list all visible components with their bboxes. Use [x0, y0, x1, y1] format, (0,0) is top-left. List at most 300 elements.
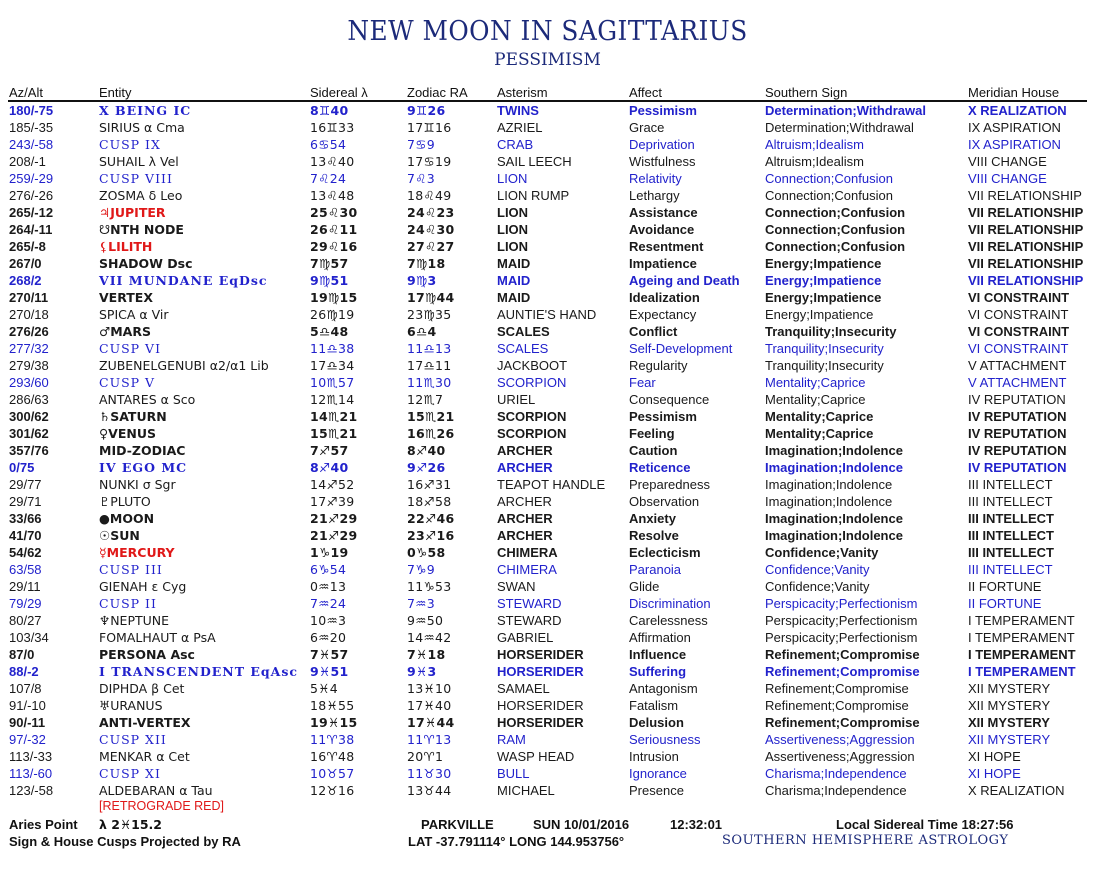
cell-azalt: 29/77 [9, 477, 42, 492]
cell-meridian-house: VI CONSTRAINT [968, 307, 1069, 322]
cell-meridian-house: XII MYSTERY [968, 715, 1050, 730]
cell-entity: ANTARES α Sco [99, 392, 196, 407]
cell-entity: PERSONA Asc [99, 647, 195, 662]
cell-meridian-house: IX ASPIRATION [968, 120, 1061, 135]
cell-asterism: SWAN [497, 579, 536, 594]
cell-affect: Delusion [629, 715, 684, 730]
cell-asterism: ARCHER [497, 511, 553, 526]
cell-affect: Expectancy [629, 307, 697, 322]
brand-logo-text: SOUTHERN HEMISPHERE ASTROLOGY [722, 833, 1009, 848]
cell-zodiac-ra: 9♍3 [407, 273, 437, 288]
table-row [0, 748, 1095, 765]
cell-asterism: LION [497, 171, 528, 186]
cell-affect: Fatalism [629, 698, 679, 713]
cell-meridian-house: VII RELATIONSHIP [968, 256, 1084, 271]
header-southern-sign: Southern Sign [765, 85, 848, 100]
cell-entity: ANTI-VERTEX [99, 715, 191, 730]
cell-asterism: MAID [497, 256, 531, 271]
cell-sidereal: 12♏14 [310, 392, 355, 407]
cell-asterism: HORSERIDER [497, 715, 584, 730]
aries-point-value: λ 2♓15.2 [99, 817, 163, 832]
cell-zodiac-ra: 17♓44 [407, 715, 455, 730]
cell-meridian-house: IV REPUTATION [968, 392, 1066, 407]
cell-affect: Regularity [629, 358, 688, 373]
cell-affect: Wistfulness [629, 154, 696, 169]
cell-asterism: WASP HEAD [497, 749, 575, 764]
cell-azalt: 286/63 [9, 392, 49, 407]
cell-southern-sign: Connection;Confusion [765, 222, 906, 237]
cell-meridian-house: V ATTACHMENT [968, 375, 1067, 390]
cell-entity: DIPHDA β Cet [99, 681, 185, 696]
cell-sidereal: 18♓55 [310, 698, 355, 713]
cell-zodiac-ra: 9♓3 [407, 664, 437, 679]
cell-entity: ZOSMA δ Leo [99, 188, 183, 203]
header-zodiac-ra: Zodiac RA [407, 85, 468, 100]
cell-zodiac-ra: 11♏30 [407, 375, 452, 390]
cell-azalt: 29/11 [9, 579, 41, 594]
cell-sidereal: 10♉57 [310, 766, 355, 781]
header-azalt: Az/Alt [9, 85, 43, 100]
cell-southern-sign: Imagination;Indolence [765, 477, 893, 492]
cell-entity: ♄SATURN [99, 409, 167, 424]
cell-affect: Relativity [629, 171, 682, 186]
cell-zodiac-ra: 22♐46 [407, 511, 455, 526]
cell-entity: CUSP IX [99, 137, 161, 152]
cell-meridian-house: VII RELATIONSHIP [968, 188, 1082, 203]
cell-asterism: CRAB [497, 137, 534, 152]
table-row [0, 289, 1095, 306]
cell-zodiac-ra: 16♐31 [407, 477, 452, 492]
cell-southern-sign: Refinement;Compromise [765, 715, 920, 730]
cell-meridian-house: XII MYSTERY [968, 681, 1051, 696]
cell-asterism: TEAPOT HANDLE [497, 477, 606, 492]
cell-sidereal: 9♓51 [310, 664, 349, 679]
cell-entity: MID-ZODIAC [99, 443, 186, 458]
table-row [0, 102, 1095, 119]
cell-meridian-house: IV REPUTATION [968, 460, 1067, 475]
cell-southern-sign: Energy;Impatience [765, 290, 882, 305]
cell-asterism: SAMAEL [497, 681, 550, 696]
cell-southern-sign: Tranquility;Insecurity [765, 341, 884, 356]
table-row [0, 493, 1095, 510]
cell-azalt: 33/66 [9, 511, 42, 526]
cell-asterism: LION [497, 222, 529, 237]
cell-meridian-house: IV REPUTATION [968, 409, 1067, 424]
cell-sidereal: 7♓57 [310, 647, 349, 662]
time: 12:32:01 [670, 817, 723, 832]
table-body [0, 102, 1095, 799]
cell-entity: IV EGO MC [99, 460, 188, 475]
cell-zodiac-ra: 17♎11 [407, 358, 452, 373]
cell-entity: VII MUNDANE EqDsc [99, 273, 268, 288]
cell-sidereal: 7♌24 [310, 171, 347, 186]
cell-asterism: URIEL [497, 392, 536, 407]
cell-southern-sign: Tranquility;Insecurity [765, 358, 884, 373]
cell-asterism: LION RUMP [497, 188, 570, 203]
cell-asterism: MICHAEL [497, 783, 555, 798]
cell-affect: Conflict [629, 324, 678, 339]
cell-affect: Observation [629, 494, 700, 509]
table-row [0, 187, 1095, 204]
cell-azalt: 29/71 [9, 494, 42, 509]
cell-meridian-house: VII RELATIONSHIP [968, 239, 1084, 254]
cell-sidereal: 7♍57 [310, 256, 349, 271]
cell-sidereal: 5♎48 [310, 324, 349, 339]
cell-zodiac-ra: 14♒42 [407, 630, 452, 645]
cell-meridian-house: I TEMPERAMENT [968, 647, 1076, 662]
cell-meridian-house: X REALIZATION [968, 783, 1065, 798]
cell-meridian-house: III INTELLECT [968, 545, 1054, 560]
table-row [0, 527, 1095, 544]
cell-entity: ♅URANUS [99, 698, 163, 713]
cell-asterism: TWINS [497, 103, 539, 118]
cell-affect: Anxiety [629, 511, 676, 526]
cell-affect: Preparedness [629, 477, 710, 492]
cell-zodiac-ra: 9♒50 [407, 613, 444, 628]
cell-zodiac-ra: 6♎4 [407, 324, 437, 339]
cell-affect: Presence [629, 783, 684, 798]
cell-affect: Carelessness [629, 613, 708, 628]
cell-affect: Antagonism [629, 681, 698, 696]
table-row [0, 544, 1095, 561]
cell-asterism: ARCHER [497, 528, 553, 543]
cell-meridian-house: III INTELLECT [968, 477, 1053, 492]
cell-affect: Resentment [629, 239, 704, 254]
cell-azalt: 103/34 [9, 630, 49, 645]
cell-azalt: 113/-33 [9, 749, 53, 764]
table-row [0, 272, 1095, 289]
header-sidereal: Sidereal λ [310, 85, 368, 100]
cell-zodiac-ra: 9♊26 [407, 103, 446, 118]
cell-azalt: 300/62 [9, 409, 49, 424]
cell-affect: Glide [629, 579, 660, 594]
cell-asterism: HORSERIDER [497, 698, 584, 713]
cell-azalt: 79/29 [9, 596, 42, 611]
cell-asterism: LION [497, 205, 529, 220]
lat-long: LAT -37.791114° LONG 144.953756° [408, 834, 625, 849]
table-row [0, 204, 1095, 221]
table-row [0, 425, 1095, 442]
cell-meridian-house: X REALIZATION [968, 103, 1067, 118]
cell-entity: I TRANSCENDENT EqAsc [99, 664, 299, 679]
cell-entity: ●MOON [99, 511, 155, 526]
cell-asterism: AUNTIE'S HAND [497, 307, 597, 322]
cell-sidereal: 10♒3 [310, 613, 347, 628]
cell-meridian-house: XII MYSTERY [968, 732, 1051, 747]
cell-southern-sign: Mentality;Caprice [765, 375, 866, 390]
cell-affect: Suffering [629, 664, 687, 679]
table-row [0, 408, 1095, 425]
aries-point-label: Aries Point [9, 817, 78, 832]
table-row [0, 578, 1095, 595]
cell-azalt: 63/58 [9, 562, 42, 577]
cell-entity: CUSP XI [99, 766, 161, 781]
cell-azalt: 91/-10 [9, 698, 46, 713]
cell-azalt: 0/75 [9, 460, 35, 475]
cell-meridian-house: VI CONSTRAINT [968, 324, 1070, 339]
cell-sidereal: 12♉16 [310, 783, 355, 798]
cell-zodiac-ra: 27♌27 [407, 239, 455, 254]
cell-azalt: 293/60 [9, 375, 49, 390]
cell-zodiac-ra: 11♎13 [407, 341, 452, 356]
cell-entity: SUHAIL λ Vel [99, 154, 179, 169]
cell-meridian-house: VI CONSTRAINT [968, 290, 1070, 305]
cell-azalt: 276/-26 [9, 188, 54, 203]
cell-entity: VERTEX [99, 290, 153, 305]
cell-meridian-house: VII RELATIONSHIP [968, 205, 1084, 220]
cell-zodiac-ra: 17♊16 [407, 120, 452, 135]
cell-southern-sign: Imagination;Indolence [765, 460, 903, 475]
table-row [0, 357, 1095, 374]
cell-sidereal: 17♐39 [310, 494, 355, 509]
cell-affect: Affirmation [629, 630, 691, 645]
cell-southern-sign: Energy;Impatience [765, 307, 874, 322]
cell-entity: NUNKI σ Sgr [99, 477, 176, 492]
cell-meridian-house: VI CONSTRAINT [968, 341, 1069, 356]
cell-southern-sign: Energy;Impatience [765, 273, 882, 288]
cell-meridian-house: III INTELLECT [968, 562, 1053, 577]
cell-southern-sign: Imagination;Indolence [765, 443, 903, 458]
cell-azalt: 270/18 [9, 307, 49, 322]
cell-southern-sign: Refinement;Compromise [765, 698, 909, 713]
cell-entity: CUSP III [99, 562, 163, 577]
table-row [0, 510, 1095, 527]
table-row [0, 323, 1095, 340]
cell-zodiac-ra: 0♑58 [407, 545, 446, 560]
cell-azalt: 277/32 [9, 341, 49, 356]
cell-azalt: 264/-11 [9, 222, 53, 237]
table-row [0, 646, 1095, 663]
cell-southern-sign: Imagination;Indolence [765, 511, 903, 526]
cell-southern-sign: Confidence;Vanity [765, 579, 870, 594]
cell-southern-sign: Determination;Withdrawal [765, 103, 926, 118]
cell-sidereal: 6♒20 [310, 630, 347, 645]
cell-azalt: 270/11 [9, 290, 49, 305]
cell-southern-sign: Imagination;Indolence [765, 494, 893, 509]
cell-meridian-house: XII MYSTERY [968, 698, 1051, 713]
cell-asterism: AZRIEL [497, 120, 543, 135]
date: SUN 10/01/2016 [533, 817, 630, 832]
cell-meridian-house: I TEMPERAMENT [968, 613, 1075, 628]
cell-asterism: JACKBOOT [497, 358, 568, 373]
cell-azalt: 265/-8 [9, 239, 46, 254]
cell-entity: CUSP XII [99, 732, 167, 747]
cell-zodiac-ra: 23♐16 [407, 528, 455, 543]
header-affect: Affect [629, 85, 663, 100]
cell-azalt: 279/38 [9, 358, 49, 373]
cell-southern-sign: Mentality;Caprice [765, 392, 866, 407]
cell-southern-sign: Refinement;Compromise [765, 647, 920, 662]
cell-sidereal: 13♌40 [310, 154, 355, 169]
cell-sidereal: 9♍51 [310, 273, 349, 288]
cell-sidereal: 11♈38 [310, 732, 355, 747]
page-title: NEW MOON IN SAGITTARIUS [347, 16, 748, 47]
cell-affect: Eclecticism [629, 545, 701, 560]
cell-zodiac-ra: 11♑53 [407, 579, 452, 594]
cell-asterism: ARCHER [497, 460, 553, 475]
cell-zodiac-ra: 24♌30 [407, 222, 455, 237]
cell-meridian-house: IV REPUTATION [968, 426, 1067, 441]
cell-azalt: 90/-11 [9, 715, 46, 730]
cell-affect: Avoidance [629, 222, 695, 237]
cell-sidereal: 7♒24 [310, 596, 347, 611]
cell-azalt: 180/-75 [9, 103, 54, 118]
cell-zodiac-ra: 13♓10 [407, 681, 452, 696]
cell-sidereal: 14♏21 [310, 409, 358, 424]
cell-azalt: 80/27 [9, 613, 42, 628]
cell-entity: CUSP VIII [99, 171, 173, 186]
cell-affect: Pessimism [629, 409, 697, 424]
cell-azalt: 185/-35 [9, 120, 54, 135]
cell-affect: Feeling [629, 426, 675, 441]
cell-southern-sign: Mentality;Caprice [765, 426, 874, 441]
table-row [0, 255, 1095, 272]
cell-asterism: CHIMERA [497, 562, 557, 577]
cell-meridian-house: IV REPUTATION [968, 443, 1067, 458]
cell-southern-sign: Confidence;Vanity [765, 545, 879, 560]
cell-asterism: SAIL LEECH [497, 154, 572, 169]
cell-meridian-house: XI HOPE [968, 766, 1021, 781]
cell-zodiac-ra: 7♑9 [407, 562, 436, 577]
cell-affect: Lethargy [629, 188, 680, 203]
cell-affect: Discrimination [629, 596, 711, 611]
cell-sidereal: 26♍19 [310, 307, 355, 322]
cell-azalt: 265/-12 [9, 205, 54, 220]
cell-asterism: SCALES [497, 324, 550, 339]
table-row [0, 221, 1095, 238]
cell-affect: Fear [629, 375, 656, 390]
cell-entity: ☿MERCURY [99, 545, 175, 560]
cell-zodiac-ra: 24♌23 [407, 205, 455, 220]
cell-entity: ALDEBARAN α Tau [99, 783, 213, 798]
cell-asterism: MAID [497, 290, 531, 305]
cell-asterism: ARCHER [497, 443, 553, 458]
table-row [0, 170, 1095, 187]
cell-meridian-house: III INTELLECT [968, 494, 1053, 509]
cell-sidereal: 26♌11 [310, 222, 358, 237]
cell-zodiac-ra: 18♐58 [407, 494, 452, 509]
cell-southern-sign: Perspicacity;Perfectionism [765, 613, 918, 628]
cell-meridian-house: I TEMPERAMENT [968, 664, 1076, 679]
table-row [0, 238, 1095, 255]
cell-meridian-house: II FORTUNE [968, 596, 1042, 611]
cell-sidereal: 8♐40 [310, 460, 349, 475]
cell-asterism: SCALES [497, 341, 549, 356]
cell-sidereal: 16♊33 [310, 120, 355, 135]
cell-azalt: 267/0 [9, 256, 42, 271]
cell-southern-sign: Energy;Impatience [765, 256, 882, 271]
cell-asterism: STEWARD [497, 596, 562, 611]
cell-affect: Impatience [629, 256, 697, 271]
cell-meridian-house: I TEMPERAMENT [968, 630, 1075, 645]
cell-southern-sign: Connection;Confusion [765, 239, 906, 254]
cell-asterism: CHIMERA [497, 545, 558, 560]
cell-meridian-house: VIII CHANGE [968, 154, 1047, 169]
cell-southern-sign: Tranquility;Insecurity [765, 324, 897, 339]
cell-southern-sign: Altruism;Idealism [765, 137, 864, 152]
table-row [0, 391, 1095, 408]
cell-affect: Self-Development [629, 341, 733, 356]
table-row [0, 153, 1095, 170]
cell-southern-sign: Perspicacity;Perfectionism [765, 630, 918, 645]
cell-entity: ♃JUPITER [99, 205, 166, 220]
cell-affect: Influence [629, 647, 687, 662]
table-row [0, 612, 1095, 629]
cell-meridian-house: III INTELLECT [968, 528, 1054, 543]
table-row [0, 119, 1095, 136]
cell-sidereal: 17♎34 [310, 358, 355, 373]
cell-meridian-house: II FORTUNE [968, 579, 1042, 594]
cell-sidereal: 15♏21 [310, 426, 358, 441]
cell-sidereal: 19♍15 [310, 290, 358, 305]
location: PARKVILLE [421, 817, 494, 832]
cell-zodiac-ra: 17♓40 [407, 698, 452, 713]
cell-asterism: SCORPION [497, 375, 567, 390]
cell-entity: SIRIUS α Cma [99, 120, 185, 135]
cell-sidereal: 6♋54 [310, 137, 347, 152]
table-header [0, 85, 1095, 100]
cell-meridian-house: VIII CHANGE [968, 171, 1047, 186]
cell-zodiac-ra: 17♍44 [407, 290, 455, 305]
header-meridian-house: Meridian House [968, 85, 1060, 100]
cell-entity: SPICA α Vir [99, 307, 169, 322]
local-sidereal-time: Local Sidereal Time 18:27:56 [836, 817, 1014, 832]
header-entity: Entity [99, 85, 132, 100]
cell-zodiac-ra: 9♐26 [407, 460, 446, 475]
cell-zodiac-ra: 8♐40 [407, 443, 446, 458]
cell-zodiac-ra: 16♏26 [407, 426, 455, 441]
cell-southern-sign: Assertiveness;Aggression [765, 749, 915, 764]
cell-sidereal: 0♒13 [310, 579, 347, 594]
cell-entity: CUSP V [99, 375, 156, 390]
cell-zodiac-ra: 20♈1 [407, 749, 444, 764]
cell-affect: Paranoia [629, 562, 682, 577]
table-row [0, 680, 1095, 697]
cell-sidereal: 1♑19 [310, 545, 349, 560]
cell-meridian-house: III INTELLECT [968, 511, 1054, 526]
cell-zodiac-ra: 7♒3 [407, 596, 436, 611]
table-row [0, 459, 1095, 476]
cell-affect: Seriousness [629, 732, 701, 747]
cell-asterism: BULL [497, 766, 530, 781]
cell-asterism: ARCHER [497, 494, 552, 509]
cell-asterism: SCORPION [497, 426, 567, 441]
cell-azalt: 243/-58 [9, 137, 54, 152]
cell-entity: ♀VENUS [99, 426, 156, 441]
table-row [0, 697, 1095, 714]
cell-sidereal: 14♐52 [310, 477, 355, 492]
table-row [0, 340, 1095, 357]
cell-zodiac-ra: 7♍18 [407, 256, 446, 271]
cell-southern-sign: Mentality;Caprice [765, 409, 874, 424]
cell-entity: ZUBENELGENUBI α2/α1 Lib [99, 358, 269, 373]
cell-southern-sign: Refinement;Compromise [765, 681, 909, 696]
cell-azalt: 123/-58 [9, 783, 54, 798]
table-row [0, 782, 1095, 799]
cell-southern-sign: Charisma;Independence [765, 766, 907, 781]
table-row [0, 374, 1095, 391]
cell-affect: Grace [629, 120, 665, 135]
cell-asterism: HORSERIDER [497, 647, 584, 662]
cell-southern-sign: Refinement;Compromise [765, 664, 920, 679]
cell-entity: ♂MARS [99, 324, 151, 339]
cell-sidereal: 5♓4 [310, 681, 339, 696]
cell-sidereal: 19♓15 [310, 715, 358, 730]
cell-entity: X BEING IC [99, 103, 192, 118]
table-row [0, 442, 1095, 459]
cell-affect: Intrusion [629, 749, 679, 764]
cell-asterism: SCORPION [497, 409, 567, 424]
